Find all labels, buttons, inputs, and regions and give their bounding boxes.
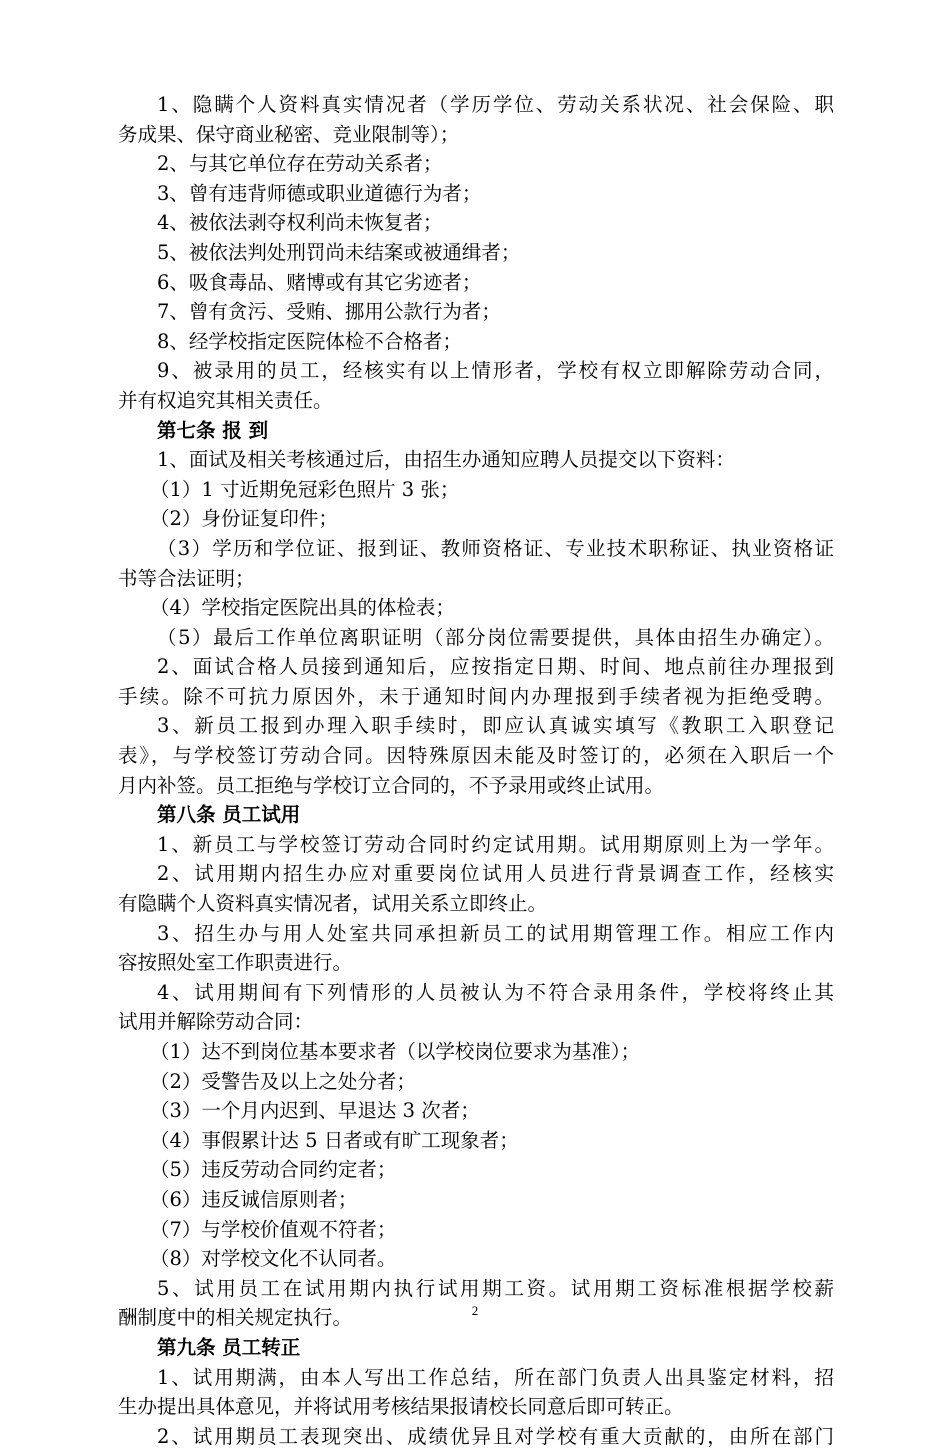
text-line: 4、被依法剥夺权利尚未恢复者；	[157, 211, 443, 235]
text-line: （2）身份证复印件；	[150, 507, 338, 531]
text-line: 3、曾有违背师德或职业道德行为者；	[157, 181, 482, 205]
text-line: （6）违反诚信原则者；	[150, 1187, 358, 1211]
section-heading: 第七条 报 到	[157, 418, 269, 442]
text-line: （1）1 寸近期免冠彩色照片 3 张；	[150, 477, 460, 501]
text-line: 2、与其它单位存在劳动关系者；	[157, 152, 443, 176]
text-line: 并有权追究其相关责任。	[118, 388, 333, 412]
text-line: 9、被录用的员工，经核实有以上情形者，学校有权立即解除劳动合同，	[157, 359, 834, 383]
text-line: 5、试用员工在试用期内执行试用期工资。试用期工资标准根据学校薪	[157, 1276, 834, 1300]
text-line: 3、新员工报到办理入职手续时，即应认真诚实填写《教职工入职登记	[157, 714, 834, 738]
text-line: 有隐瞒个人资料真实情况者，试用关系立即终止。	[118, 892, 548, 916]
text-line: 7、曾有贪污、受贿、挪用公款行为者；	[157, 300, 501, 324]
text-line: （3）一个月内迟到、早退达 3 次者；	[150, 1099, 480, 1123]
text-line: 1、新员工与学校签订劳动合同时约定试用期。试用期原则上为一学年。	[157, 832, 834, 856]
text-line: 试用并解除劳动合同：	[118, 1010, 314, 1034]
text-line: 3、招生办与用人处室共同承担新员工的试用期管理工作。相应工作内	[157, 921, 834, 945]
text-line: 生办提出具体意见，并将试用考核结果报请校长同意后即可转正。	[118, 1395, 684, 1419]
text-line: 2、试用期内招生办应对重要岗位试用人员进行背景调查工作，经核实	[157, 862, 834, 886]
text-line: （4）事假累计达 5 日者或有旷工现象者；	[150, 1128, 519, 1152]
text-line: 表》，与学校签订劳动合同。因特殊原因未能及时签订的，必须在入职后一个	[118, 744, 834, 768]
text-line: （4）学校指定医院出具的体检表；	[150, 596, 455, 620]
section-heading: 第八条 员工试用	[157, 803, 301, 827]
text-line: 月内补签。员工拒绝与学校订立合同的，不予录用或终止试用。	[118, 773, 665, 797]
text-line: （5）违反劳动合同约定者；	[150, 1158, 397, 1182]
text-line: 8、经学校指定医院体检不合格者；	[157, 329, 462, 353]
text-line: 2、试用期员工表现突出、成绩优异且对学校有重大贡献的，由所在部门	[157, 1424, 834, 1448]
text-line: 4、试用期间有下列情形的人员被认为不符合录用条件，学校将终止其	[157, 980, 834, 1004]
text-line: （2）受警告及以上之处分者；	[150, 1069, 416, 1093]
text-line: 1、试用期满，由本人写出工作总结，所在部门负责人出具鉴定材料，招	[157, 1365, 834, 1389]
text-line: （5）最后工作单位离职证明（部分岗位需要提供，具体由招生办确定）。	[157, 625, 834, 649]
page-number: 2	[471, 1303, 479, 1318]
text-line: 手续。除不可抗力原因外，未于通知时间内办理报到手续者视为拒绝受聘。	[118, 684, 834, 708]
text-line: （7）与学校价值观不符者；	[150, 1217, 397, 1241]
text-line: （1）达不到岗位基本要求者（以学校岗位要求为基准）；	[150, 1040, 641, 1063]
text-line: 书等合法证明；	[118, 566, 255, 590]
text-line: 1、隐瞒个人资料真实情况者（学历学位、劳动关系状况、社会保险、职	[157, 93, 834, 116]
text-line: 6、吸食毒品、赌博或有其它劣迹者；	[157, 270, 482, 294]
text-line: 1、面试及相关考核通过后，由招生办通知应聘人员提交以下资料：	[157, 448, 735, 472]
text-line: （3）学历和学位证、报到证、教师资格证、专业技术职称证、执业资格证	[157, 536, 834, 560]
document-body	[118, 90, 834, 1451]
text-line: （8）对学校文化不认同者。	[150, 1247, 397, 1271]
text-line: 务成果、保守商业秘密、竞业限制等）；	[118, 122, 460, 146]
text-line: 容按照处室工作职责进行。	[118, 951, 353, 975]
text-line: 2、面试合格人员接到通知后，应按指定日期、时间、地点前往办理报到	[157, 655, 834, 679]
section-heading: 第九条 员工转正	[157, 1335, 301, 1359]
text-line: 5、被依法判处刑罚尚未结案或被通缉者；	[157, 240, 521, 264]
text-line: 酬制度中的相关规定执行。	[118, 1306, 353, 1330]
